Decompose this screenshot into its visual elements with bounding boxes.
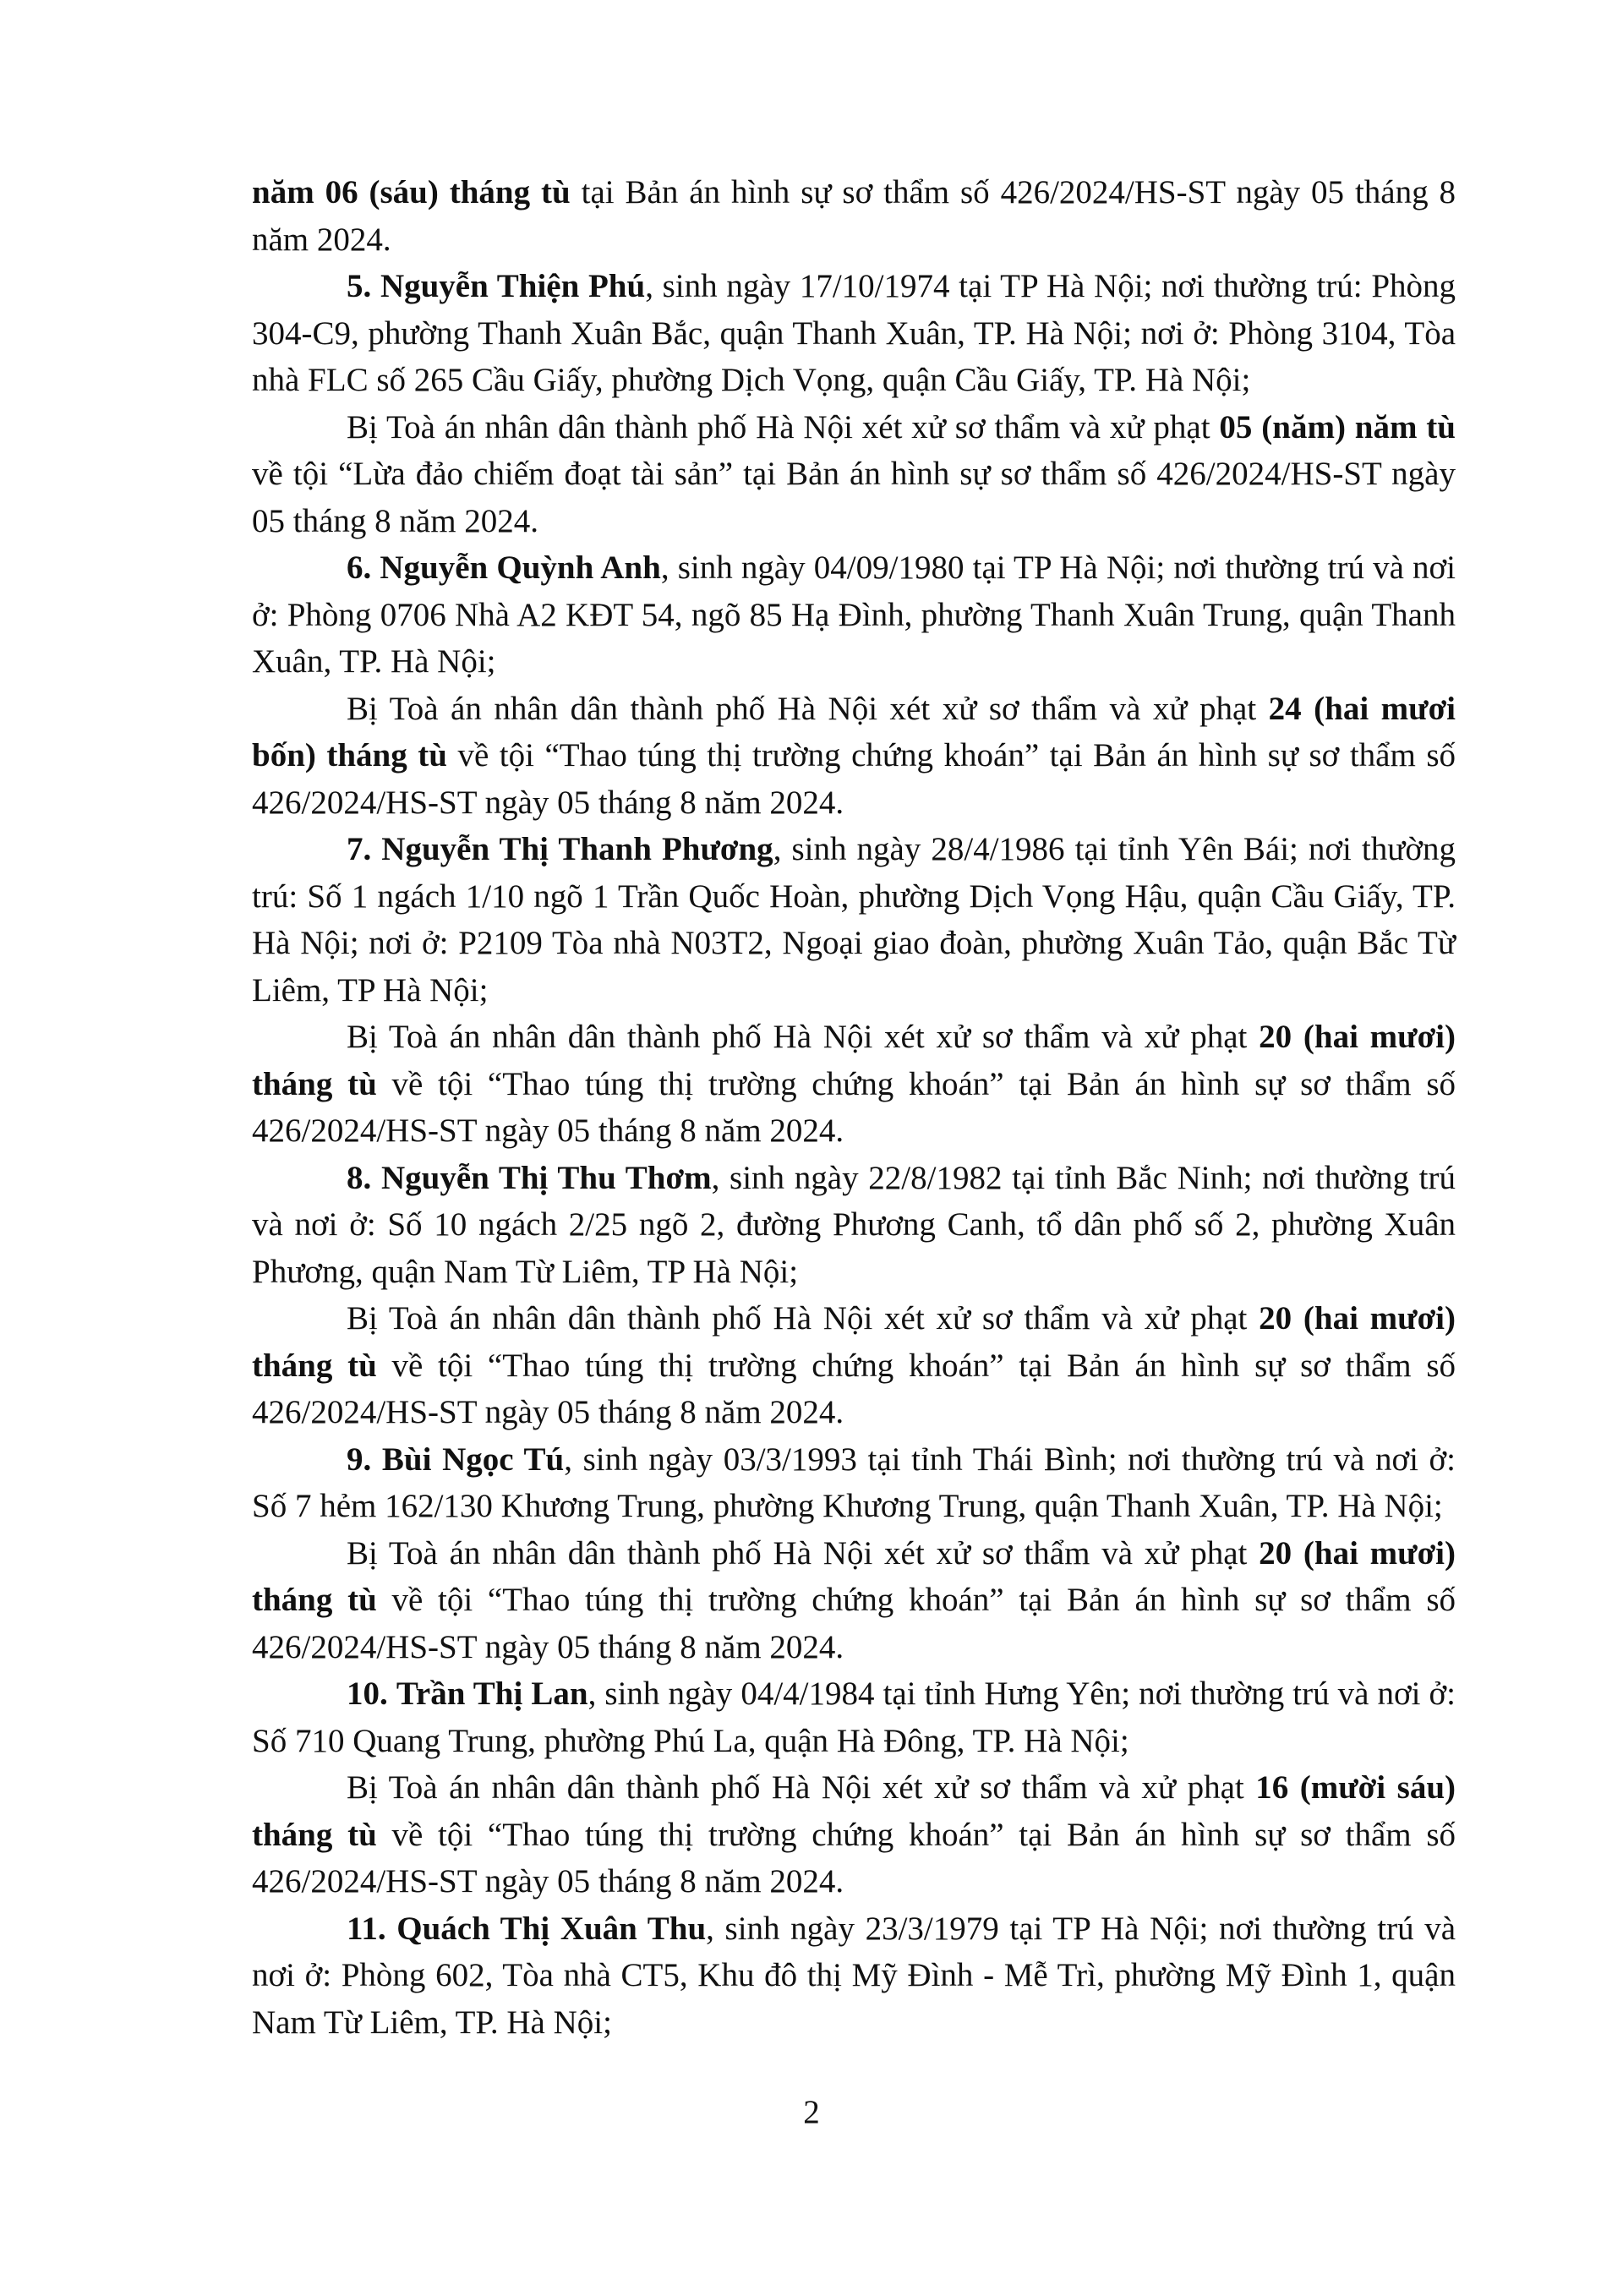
sentence-suffix: về tội “Thao túng thị trường chứng khoán” tại Bản án hình sự sơ thẩm số 426/2024/HS-ST ngày 05 tháng 8 năm 2024. bbox=[252, 1816, 1456, 1900]
defendant-sentence bbox=[252, 686, 1456, 827]
defendant-name: Nguyễn Thị Thu Thơm bbox=[380, 1159, 712, 1196]
defendant-name: Nguyễn Thị Thanh Phương bbox=[381, 831, 773, 867]
defendant-number: 11. bbox=[347, 1910, 386, 1947]
defendant-number: 8. bbox=[347, 1159, 372, 1196]
defendant-details: , sinh ngày 04/09/1980 tại TP Hà Nội; nơi thường trú và nơi ở: Phòng 0706 Nhà A2 KĐT 54, ngõ 85 Hạ Đình, phường Thanh Xuân Trung, quận Thanh Xuân, TP. Hà Nội; bbox=[252, 549, 1456, 680]
sentence-term: 20 (hai mươi) tháng tù bbox=[252, 1019, 1456, 1102]
defendant-info bbox=[252, 826, 1456, 1014]
defendant-info bbox=[252, 263, 1456, 404]
defendant-details: , sinh ngày 03/3/1993 tại tỉnh Thái Bình; nơi thường trú và nơi ở: Số 7 hẻm 162/130 Khương Trung, phường Khương Trung, quận Thanh Xuân, TP. Hà Nội; bbox=[252, 1440, 1456, 1524]
defendant-info bbox=[252, 1905, 1456, 2047]
defendant-info bbox=[252, 1670, 1456, 1764]
defendant-info bbox=[252, 544, 1456, 686]
sentence-prefix: Bị Toà án nhân dân thành phố Hà Nội xét xử sơ thẩm và xử phạt bbox=[347, 408, 1220, 446]
page-number: 2 bbox=[803, 2094, 820, 2130]
defendant-sentence bbox=[252, 1295, 1456, 1436]
defendant-name: Nguyễn Quỳnh Anh bbox=[380, 549, 661, 586]
defendant-details: , sinh ngày 23/3/1979 tại TP Hà Nội; nơi thường trú và nơi ở: Phòng 602, Tòa nhà CT5, Khu đô thị Mỹ Đình - Mễ Trì, phường Mỹ Đình 1, quận Nam Từ Liêm, TP. Hà Nội; bbox=[252, 1910, 1456, 2041]
sentence-term: năm 06 (sáu) tháng tù bbox=[252, 174, 571, 210]
defendant-info bbox=[252, 1155, 1456, 1296]
sentence-term: 24 (hai mươi bốn) tháng tù bbox=[252, 690, 1456, 774]
defendant-sentence bbox=[252, 1530, 1456, 1671]
defendant-number: 9. bbox=[347, 1440, 372, 1478]
intro-paragraph bbox=[252, 169, 1456, 263]
sentence-suffix: về tội “Thao túng thị trường chứng khoán” tại Bản án hình sự sơ thẩm số 426/2024/HS-ST ngày 05 tháng 8 năm 2024. bbox=[252, 1347, 1456, 1430]
sentence-term: 20 (hai mươi) tháng tù bbox=[252, 1534, 1456, 1618]
sentence-term: 16 (mười sáu) tháng tù bbox=[252, 1769, 1456, 1853]
sentence-suffix: về tội “Thao túng thị trường chứng khoán” tại Bản án hình sự sơ thẩm số 426/2024/HS-ST ngày 05 tháng 8 năm 2024. bbox=[252, 1065, 1456, 1149]
intro-text: tại Bản án hình sự sơ thẩm số 426/2024/HS-ST ngày 05 tháng 8 năm 2024. bbox=[252, 174, 1456, 258]
defendant-name: Bùi Ngọc Tú bbox=[381, 1440, 565, 1478]
defendant-number: 7. bbox=[347, 831, 372, 867]
sentence-prefix: Bị Toà án nhân dân thành phố Hà Nội xét xử sơ thẩm và xử phạt bbox=[347, 690, 1269, 727]
sentence-suffix: về tội “Thao túng thị trường chứng khoán” tại Bản án hình sự sơ thẩm số 426/2024/HS-ST ngày 05 tháng 8 năm 2024. bbox=[252, 737, 1456, 821]
defendant-details: , sinh ngày 28/4/1986 tại tỉnh Yên Bái; nơi thường trú: Số 1 ngách 1/10 ngõ 1 Trần Quốc Hoàn, phường Dịch Vọng Hậu, quận Cầu Giấy, TP. Hà Nội; nơi ở: P2109 Tòa nhà N03T2, Ngoại giao đoàn, phường Xuân Tảo, quận Bắc Từ Liêm, TP Hà Nội; bbox=[252, 831, 1456, 1009]
document-body bbox=[252, 169, 1456, 2046]
sentence-prefix: Bị Toà án nhân dân thành phố Hà Nội xét xử sơ thẩm và xử phạt bbox=[347, 1019, 1260, 1055]
sentence-prefix: Bị Toà án nhân dân thành phố Hà Nội xét xử sơ thẩm và xử phạt bbox=[347, 1769, 1256, 1806]
defendant-number: 10. bbox=[347, 1676, 388, 1712]
defendant-number: 6. bbox=[347, 549, 372, 586]
sentence-term: 05 (năm) năm tù bbox=[1219, 408, 1456, 446]
defendant-name: Quách Thị Xuân Thu bbox=[396, 1910, 707, 1947]
defendant-sentence bbox=[252, 1764, 1456, 1905]
defendant-details: , sinh ngày 22/8/1982 tại tỉnh Bắc Ninh; nơi thường trú và nơi ở: Số 10 ngách 2/25 ngõ 2, đường Phương Canh, tổ dân phố số 2, phường Xuân Phương, quận Nam Từ Liêm, TP Hà Nội; bbox=[252, 1159, 1456, 1290]
sentence-term: 20 (hai mươi) tháng tù bbox=[252, 1300, 1456, 1384]
defendant-details: , sinh ngày 17/10/1974 tại TP Hà Nội; nơi thường trú: Phòng 304-C9, phường Thanh Xuân Bắc, quận Thanh Xuân, TP. Hà Nội; nơi ở: Phòng 3104, Tòa nhà FLC số 265 Cầu Giấy, phường Dịch Vọng, quận Cầu Giấy, TP. Hà Nội; bbox=[252, 268, 1456, 398]
defendant-sentence bbox=[252, 404, 1456, 545]
sentence-suffix: về tội “Lừa đảo chiếm đoạt tài sản” tại Bản án hình sự sơ thẩm số 426/2024/HS-ST ngày 05 tháng 8 năm 2024. bbox=[252, 456, 1456, 539]
sentence-suffix: về tội “Thao túng thị trường chứng khoán” tại Bản án hình sự sơ thẩm số 426/2024/HS-ST ngày 05 tháng 8 năm 2024. bbox=[252, 1582, 1456, 1665]
sentence-prefix: Bị Toà án nhân dân thành phố Hà Nội xét xử sơ thẩm và xử phạt bbox=[347, 1534, 1260, 1572]
defendant-name: Nguyễn Thiện Phú bbox=[380, 268, 646, 304]
defendant-name: Trần Thị Lan bbox=[396, 1676, 588, 1712]
defendant-info bbox=[252, 1436, 1456, 1530]
sentence-prefix: Bị Toà án nhân dân thành phố Hà Nội xét xử sơ thẩm và xử phạt bbox=[347, 1300, 1260, 1337]
defendant-number: 5. bbox=[347, 268, 372, 304]
defendant-sentence bbox=[252, 1014, 1456, 1155]
defendant-details: , sinh ngày 04/4/1984 tại tỉnh Hưng Yên; nơi thường trú và nơi ở: Số 710 Quang Trung, phường Phú La, quận Hà Đông, TP. Hà Nội; bbox=[252, 1676, 1456, 1759]
